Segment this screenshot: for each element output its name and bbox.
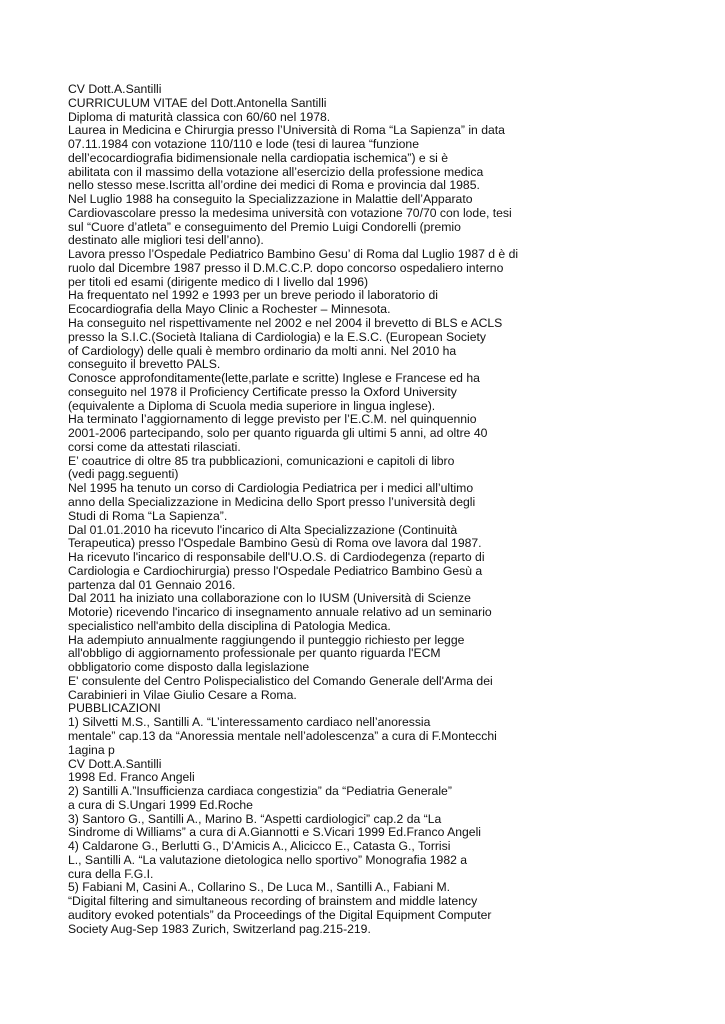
text-line: 5) Fabiani M, Casini A., Collarino S., De Luca M., Santilli A., Fabiani M.: [68, 880, 451, 895]
text-line: destinato alle migliori tesi dell’anno).: [68, 233, 264, 248]
text-line: Cardiovascolare presso la medesima università con votazione 70/70 con lode, tesi: [68, 205, 512, 220]
text-line: obbligatorio come disposto dalla legislazione: [68, 660, 310, 675]
text-line: 1998 Ed. Franco Angeli: [68, 770, 195, 785]
text-line: dell’ecocardiografia bidimensionale nella cardiopatia ischemica”) e si è: [68, 150, 449, 165]
text-line: (vedi pagg.seguenti): [68, 467, 179, 482]
text-line: 1agina p: [68, 742, 115, 757]
text-line: cura della F.G.I.: [68, 866, 154, 881]
text-line: nello stesso mese.Iscritta all’ordine dei medici di Roma e provincia dal 1985.: [68, 178, 480, 193]
text-line: Dal 2011 ha iniziato una collaborazione con lo IUSM (Università di Scienze: [68, 591, 471, 606]
text-line: Dal 01.01.2010 ha ricevuto l'incarico di Alta Specializzazione (Continuità: [68, 522, 458, 537]
text-line: Nel 1995 ha tenuto un corso di Cardiologia Pediatrica per i medici all’ultimo: [68, 481, 474, 496]
text-line: 2001-2006 partecipando, solo per quanto riguarda gli ultimi 5 anni, ad oltre 40: [68, 426, 488, 441]
text-line: anno della Specializzazione in Medicina dello Sport presso l’università degli: [68, 494, 476, 509]
text-line: Studi di Roma “La Sapienza”.: [68, 508, 228, 523]
text-line: ruolo dal Dicembre 1987 presso il D.M.C.C.P. dopo concorso ospedaliero interno: [68, 260, 504, 275]
text-line: Lavora presso l’Ospedale Pediatrico Bambino Gesu’ di Roma dal Luglio 1987 d è di: [68, 247, 519, 262]
text-line: corsi come da attestati rilasciati.: [68, 439, 241, 454]
text-line: Conosce approfonditamente(lette,parlate e scritte) Inglese e Francese ed ha: [68, 371, 480, 386]
text-line: of Cardiology) delle quali è membro ordinario da molti anni. Nel 2010 ha: [68, 343, 457, 358]
text-line: conseguito il brevetto PALS.: [68, 357, 221, 372]
text-line: abilitata con il massimo della votazione all’esercizio della professione medica: [68, 164, 484, 179]
text-line: Ha conseguito nel rispettivamente nel 2002 e nel 2004 il brevetto di BLS e ACLS: [68, 316, 503, 331]
text-line: “Digital filtering and simultaneous recording of brainstem and middle latency: [68, 894, 478, 909]
text-line: E' consulente del Centro Polispecialistico del Comando Generale dell'Arma dei: [68, 673, 493, 688]
text-line: Ha terminato l’aggiornamento di legge previsto per l’E.C.M. nel quinquennio: [68, 412, 477, 427]
text-line: Ha frequentato nel 1992 e 1993 per un breve periodo il laboratorio di: [68, 288, 438, 303]
text-line: 1) Silvetti M.S., Santilli A. “L’interessamento cardiaco nell’anoressia: [68, 715, 431, 730]
text-line: Sindrome di Williams” a cura di A.Giannotti e S.Vicari 1999 Ed.Franco Angeli: [68, 825, 481, 840]
text-line: Ecocardiografia della Mayo Clinic a Rochester – Minnesota.: [68, 302, 391, 317]
text-line: a cura di S.Ungari 1999 Ed.Roche: [68, 797, 253, 812]
text-line: 2) Santilli A.”Insufficienza cardiaca congestizia” da “Pediatria Generale”: [68, 784, 452, 799]
text-line: Terapeutica) presso l'Ospedale Bambino Gesù di Roma ove lavora dal 1987.: [68, 536, 482, 551]
text-line: PUBBLICAZIONI: [68, 701, 161, 716]
text-line: 07.11.1984 con votazione 110/110 e lode (tesi di laurea “funzione: [68, 137, 419, 152]
text-line: sul “Cuore d’atleta” e conseguimento del Premio Luigi Condorelli (premio: [68, 219, 461, 234]
text-line: L., Santilli A. “La valutazione dietologica nello sportivo” Monografia 1982 a: [68, 852, 468, 867]
text-line: CURRICULUM VITAE del Dott.Antonella Santilli: [68, 95, 327, 110]
text-line: mentale” cap.13 da “Anoressia mentale nell’adolescenza” a cura di F.Montecchi: [68, 728, 497, 743]
text-line: E’ coautrice di oltre 85 tra pubblicazioni, comunicazioni e capitoli di libro: [68, 453, 455, 468]
text-line: (equivalente a Diploma di Scuola media superiore in lingua inglese).: [68, 398, 436, 413]
text-line: auditory evoked potentials” da Proceedings of the Digital Equipment Computer: [68, 907, 492, 922]
text-line: Cardiologia e Cardiochirurgia) presso l'Ospedale Pediatrico Bambino Gesù a: [68, 563, 483, 578]
text-line: Society Aug-Sep 1983 Zurich, Switzerland pag.215-219.: [68, 921, 371, 936]
text-line: Nel Luglio 1988 ha conseguito la Specializzazione in Malattie dell’Apparato: [68, 192, 473, 207]
document-body: [68, 83, 708, 936]
text-line: CV Dott.A.Santilli: [68, 756, 162, 771]
text-line: specialistico nell'ambito della disciplina di Patologia Medica.: [68, 618, 391, 633]
text-line: Ha adempiuto annualmente raggiungendo il punteggio richiesto per legge: [68, 632, 465, 647]
text-line: Laurea in Medicina e Chirurgia presso l’Università di Roma “La Sapienza” in data: [68, 123, 505, 138]
text-line: all'obbligo di aggiornamento professionale per quanto riguarda l'ECM: [68, 646, 441, 661]
text-line: 3) Santoro G., Santilli A., Marino B. “Aspetti cardiologici” cap.2 da “La: [68, 811, 442, 826]
text-line: CV Dott.A.Santilli: [68, 82, 162, 96]
text-line: partenza dal 01 Gennaio 2016.: [68, 577, 236, 592]
text-line: Diploma di maturità classica con 60/60 nel 1978.: [68, 109, 331, 124]
text-line: presso la S.I.C.(Società Italiana di Cardiologia) e la E.S.C. (European Society: [68, 329, 486, 344]
text-line: Carabinieri in Vilae Giulio Cesare a Roma.: [68, 687, 297, 702]
text-line: Ha ricevuto l'incarico di responsabile dell'U.O.S. di Cardiodegenza (reparto di: [68, 550, 485, 565]
text-line: 4) Caldarone G., Berlutti G., D’Amicis A., Alicicco E., Catasta G., Torrisi: [68, 839, 451, 854]
text-line: Motorie) ricevendo l'incarico di insegnamento annuale relativo ad un seminario: [68, 605, 492, 620]
text-line: per titoli ed esami (dirigente medico di I livello dal 1996): [68, 274, 369, 289]
text-line: conseguito nel 1978 il Proficiency Certificate presso la Oxford University: [68, 384, 457, 399]
